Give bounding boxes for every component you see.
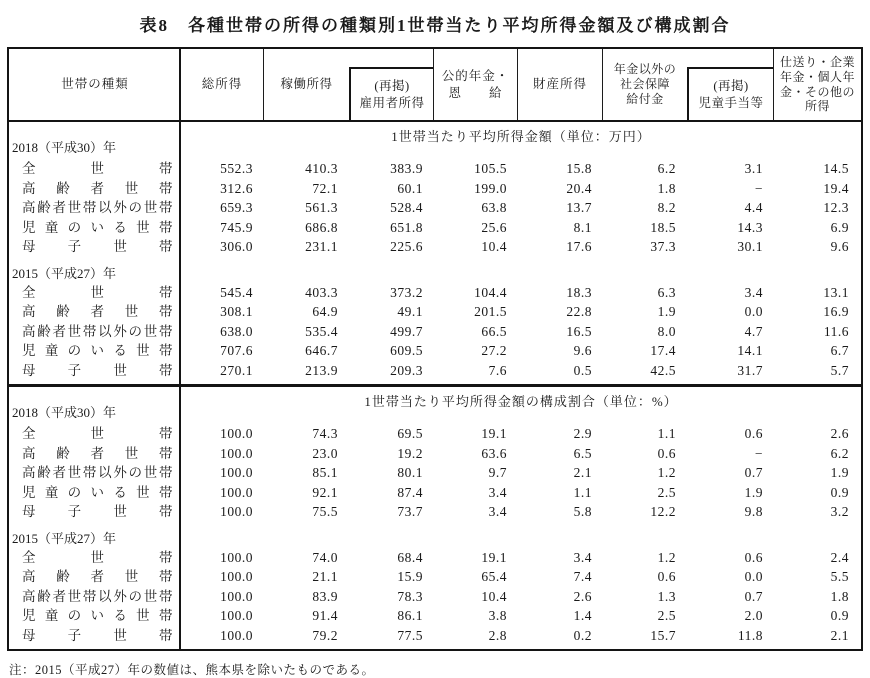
cell-value: 100.0	[220, 484, 253, 500]
header-cell-property-income	[518, 49, 603, 120]
table-row	[9, 502, 861, 522]
table-row	[9, 198, 861, 218]
row-label-text: 全世帯	[22, 161, 173, 176]
cell-value: 65.4	[481, 569, 507, 584]
cell-value: 74.0	[312, 549, 338, 565]
cell-value: 74.3	[312, 426, 338, 441]
cell-value: 42.5	[650, 362, 676, 378]
cell-value: 16.5	[566, 323, 592, 339]
row-label-text: 母子世帯	[22, 239, 173, 254]
cell-value: 1.8	[830, 588, 849, 604]
cell-value: 0.6	[744, 426, 763, 441]
cell-value: 209.3	[390, 362, 423, 378]
cell-value: 2.5	[657, 484, 676, 500]
header-cell-child-allowance	[687, 67, 773, 120]
cell-value: 4.7	[744, 323, 763, 339]
cell-value: 30.1	[737, 239, 763, 254]
cell-value: 1.1	[657, 426, 676, 441]
row-label	[9, 237, 181, 257]
row-label-text: 母子世帯	[22, 504, 173, 519]
header-label: 所得	[804, 99, 830, 114]
table-row	[9, 361, 861, 381]
header-group-work-income	[264, 49, 434, 120]
cell-value: 0.6	[744, 549, 763, 565]
cell-value: 85.1	[312, 465, 338, 480]
cell-value: 0.0	[744, 569, 763, 584]
cell-value: 15.7	[650, 627, 676, 643]
cell-value: 6.2	[830, 445, 849, 461]
header-label: 給付金	[626, 92, 664, 106]
cell-value: 7.6	[488, 362, 507, 378]
cell-value: 6.5	[573, 445, 592, 461]
row-values	[181, 626, 861, 646]
section-head-row	[9, 122, 861, 159]
row-values	[181, 237, 861, 257]
section-title: 1世帯当たり平均所得金額の構成割合（単位：%）	[364, 394, 678, 409]
cell-value: 308.1	[220, 304, 253, 319]
row-values	[181, 341, 861, 361]
footnote: 注：2015（平成27）年の数値は、熊本県を除いたものである。	[9, 663, 375, 677]
row-label-text: 高齢者世帯	[22, 180, 173, 196]
cell-value: −	[754, 445, 763, 461]
cell-value: 100.0	[220, 549, 253, 565]
header-label: 総所得	[201, 77, 243, 92]
cell-value: −	[754, 180, 763, 196]
row-label-text: 全世帯	[22, 284, 173, 300]
table-row	[9, 159, 861, 179]
header-label: 年金・個人年	[779, 69, 855, 84]
row-label	[9, 626, 181, 646]
cell-value: 105.5	[474, 161, 507, 176]
cell-value: 2.9	[573, 426, 592, 441]
cell-value: 22.8	[566, 304, 592, 319]
cell-value: 2.1	[573, 465, 592, 480]
row-label	[9, 302, 181, 322]
cell-value: 745.9	[220, 219, 253, 235]
cell-value: 2.6	[830, 426, 849, 441]
cell-value: 1.9	[657, 304, 676, 319]
header-label: 金・その他の	[779, 84, 855, 99]
table-row	[9, 444, 861, 464]
row-label	[9, 361, 181, 381]
header-group-social-security	[603, 49, 774, 120]
row-label-text: 母子世帯	[22, 362, 173, 378]
cell-value: 201.5	[474, 304, 507, 319]
cell-value: 10.4	[481, 588, 507, 604]
cell-value: 104.4	[474, 284, 507, 300]
table-row	[9, 179, 861, 199]
cell-value: 1.9	[830, 465, 849, 480]
cell-value: 638.0	[220, 323, 253, 339]
cell-value: 1.2	[657, 549, 676, 565]
header-label: 恩 給	[448, 85, 503, 100]
row-values	[181, 444, 861, 464]
row-values	[181, 548, 861, 568]
row-label-text: 母子世帯	[22, 627, 173, 643]
cell-value: 100.0	[220, 465, 253, 480]
row-label-text: 高齢者世帯	[22, 445, 173, 461]
row-label	[9, 322, 181, 342]
cell-value: 69.5	[397, 426, 423, 441]
header-cell-work-income	[264, 49, 349, 120]
section-padding	[9, 645, 861, 649]
cell-value: 11.6	[823, 323, 849, 339]
cell-value: 79.2	[312, 627, 338, 643]
cell-value: 11.8	[737, 627, 763, 643]
row-label-text: 高齢者世帯	[22, 304, 173, 319]
income-table	[7, 47, 863, 651]
cell-value: 15.9	[397, 569, 423, 584]
cell-value: 17.6	[566, 239, 592, 254]
table-row	[9, 302, 861, 322]
cell-value: 403.3	[305, 284, 338, 300]
cell-value: 77.5	[397, 627, 423, 643]
cell-value: 1.2	[657, 465, 676, 480]
cell-value: 6.9	[830, 219, 849, 235]
cell-value: 83.9	[312, 588, 338, 604]
table-row	[9, 322, 861, 342]
row-values	[181, 606, 861, 626]
header-label: 財産所得	[532, 77, 587, 92]
row-label-text: 児童のいる世帯	[22, 484, 173, 500]
header-label: 年金以外の	[613, 62, 677, 76]
cell-value: 68.4	[397, 549, 423, 565]
cell-value: 91.4	[312, 608, 338, 623]
cell-value: 6.3	[657, 284, 676, 300]
cell-value: 646.7	[305, 343, 338, 358]
section-head-row	[9, 387, 861, 424]
year-label: 2015（平成27）年	[12, 265, 117, 281]
header-label: 世帯の種類	[61, 77, 129, 92]
row-values	[181, 424, 861, 444]
row-label	[9, 502, 181, 522]
row-label-text: 高齢者世帯	[22, 569, 173, 584]
cell-value: 1.3	[657, 588, 676, 604]
cell-value: 3.1	[744, 161, 763, 176]
cell-value: 13.7	[566, 200, 592, 215]
cell-value: 528.4	[390, 200, 423, 215]
header-label: (再掲)	[374, 78, 410, 93]
cell-value: 2.1	[830, 627, 849, 643]
row-label	[9, 179, 181, 199]
cell-value: 19.2	[397, 445, 423, 461]
table-row	[9, 218, 861, 238]
header-cell-household-type	[9, 49, 181, 120]
cell-value: 306.0	[220, 239, 253, 254]
row-label	[9, 483, 181, 503]
table-row	[9, 548, 861, 568]
row-values	[181, 302, 861, 322]
cell-value: 66.5	[481, 323, 507, 339]
cell-value: 3.4	[573, 549, 592, 565]
cell-value: 213.9	[305, 362, 338, 378]
cell-value: 1.8	[657, 180, 676, 196]
row-label	[9, 424, 181, 444]
row-label-text: 全世帯	[22, 426, 173, 441]
table-row	[9, 587, 861, 607]
cell-value: 3.4	[488, 484, 507, 500]
cell-value: 8.1	[573, 219, 592, 235]
table-row	[9, 483, 861, 503]
cell-value: 199.0	[474, 180, 507, 196]
header-label: 雇用者所得	[359, 95, 425, 110]
table-row	[9, 237, 861, 257]
header-cell-public-pension	[434, 49, 518, 120]
cell-value: 231.1	[305, 239, 338, 254]
cell-value: 6.2	[657, 161, 676, 176]
row-values	[181, 361, 861, 381]
cell-value: 270.1	[220, 362, 253, 378]
row-label	[9, 341, 181, 361]
cell-value: 9.6	[573, 343, 592, 358]
cell-value: 8.0	[657, 323, 676, 339]
header-label: 仕送り・企業	[779, 55, 855, 70]
cell-value: 23.0	[312, 445, 338, 461]
cell-value: 552.3	[220, 161, 253, 176]
cell-value: 63.6	[481, 445, 507, 461]
page-title: 表8 各種世帯の所得の種類別1世帯当たり平均所得金額及び構成割合	[139, 16, 731, 35]
header-label: 稼働所得	[280, 77, 333, 92]
cell-value: 19.4	[823, 180, 849, 196]
cell-value: 100.0	[220, 426, 253, 441]
row-label	[9, 198, 181, 218]
cell-value: 73.7	[397, 504, 423, 519]
cell-value: 659.3	[220, 200, 253, 215]
row-values	[181, 483, 861, 503]
cell-value: 18.3	[566, 284, 592, 300]
cell-value: 545.4	[220, 284, 253, 300]
cell-value: 707.6	[220, 343, 253, 358]
cell-value: 14.1	[737, 343, 763, 358]
table-body	[9, 122, 861, 649]
row-values	[181, 283, 861, 303]
cell-value: 14.3	[737, 219, 763, 235]
cell-value: 87.4	[397, 484, 423, 500]
row-values	[181, 587, 861, 607]
cell-value: 6.7	[830, 343, 849, 358]
row-label-text: 高齢者世帯以外の世帯	[22, 323, 173, 339]
header-label: 公的年金・	[441, 69, 510, 84]
table-row	[9, 606, 861, 626]
row-label	[9, 444, 181, 464]
cell-value: 10.4	[481, 239, 507, 254]
cell-value: 27.2	[481, 343, 507, 358]
row-label-text: 児童のいる世帯	[22, 343, 173, 358]
year-label: 2015（平成27）年	[12, 530, 117, 546]
cell-value: 0.9	[830, 484, 849, 500]
row-values	[181, 159, 861, 179]
cell-value: 9.8	[744, 504, 763, 519]
cell-value: 13.1	[823, 284, 849, 300]
header-label: (再掲)	[713, 78, 749, 93]
row-values	[181, 463, 861, 483]
table-row	[9, 341, 861, 361]
cell-value: 3.2	[830, 504, 849, 519]
row-label-text: 児童のいる世帯	[22, 219, 173, 235]
row-label-text: 高齢者世帯以外の世帯	[22, 200, 173, 215]
cell-value: 100.0	[220, 569, 253, 584]
row-label	[9, 218, 181, 238]
cell-value: 0.7	[744, 588, 763, 604]
cell-value: 20.4	[566, 180, 592, 196]
cell-value: 19.1	[481, 426, 507, 441]
cell-value: 0.0	[744, 304, 763, 319]
cell-value: 49.1	[397, 304, 423, 319]
cell-value: 535.4	[305, 323, 338, 339]
cell-value: 5.8	[573, 504, 592, 519]
header-cell-total-income	[181, 49, 264, 120]
cell-value: 75.5	[312, 504, 338, 519]
cell-value: 12.2	[650, 504, 676, 519]
cell-value: 2.5	[657, 608, 676, 623]
cell-value: 100.0	[220, 627, 253, 643]
cell-value: 0.9	[830, 608, 849, 623]
year-label: 2018（平成30）年	[12, 140, 117, 155]
row-label	[9, 463, 181, 483]
cell-value: 651.8	[390, 219, 423, 235]
cell-value: 15.8	[566, 161, 592, 176]
table-row	[9, 463, 861, 483]
cell-value: 12.3	[823, 200, 849, 215]
cell-value: 225.6	[390, 239, 423, 254]
cell-value: 312.6	[220, 180, 253, 196]
cell-value: 19.1	[481, 549, 507, 565]
cell-value: 60.1	[397, 180, 423, 196]
cell-value: 14.5	[823, 161, 849, 176]
year-label: 2018（平成30）年	[12, 405, 117, 420]
table-row	[9, 626, 861, 646]
table-row	[9, 283, 861, 303]
row-values	[181, 322, 861, 342]
cell-value: 9.7	[488, 465, 507, 480]
cell-value: 561.3	[305, 200, 338, 215]
row-values	[181, 502, 861, 522]
cell-value: 1.9	[744, 484, 763, 500]
cell-value: 92.1	[312, 484, 338, 500]
cell-value: 1.1	[573, 484, 592, 500]
cell-value: 64.9	[312, 304, 338, 319]
cell-value: 7.4	[573, 569, 592, 584]
cell-value: 410.3	[305, 161, 338, 176]
header-label: 児童手当等	[698, 95, 764, 110]
row-label-text: 高齢者世帯以外の世帯	[22, 465, 173, 480]
table-row	[9, 424, 861, 444]
table-header	[9, 49, 861, 122]
header-cell-other-income	[774, 49, 861, 120]
cell-value: 3.4	[488, 504, 507, 519]
cell-value: 31.7	[737, 362, 763, 378]
cell-value: 100.0	[220, 608, 253, 623]
year-row	[9, 257, 861, 283]
cell-value: 86.1	[397, 608, 423, 623]
cell-value: 0.5	[573, 362, 592, 378]
header-cell-social-security	[603, 49, 687, 120]
cell-value: 5.7	[830, 362, 849, 378]
cell-value: 8.2	[657, 200, 676, 215]
cell-value: 0.6	[657, 445, 676, 461]
row-values	[181, 218, 861, 238]
cell-value: 5.5	[830, 569, 849, 584]
cell-value: 72.1	[312, 180, 338, 196]
cell-value: 686.8	[305, 219, 338, 235]
row-label	[9, 606, 181, 626]
cell-value: 100.0	[220, 445, 253, 461]
row-label	[9, 283, 181, 303]
cell-value: 3.8	[488, 608, 507, 623]
cell-value: 0.6	[657, 569, 676, 584]
cell-value: 9.6	[830, 239, 849, 254]
cell-value: 80.1	[397, 465, 423, 480]
cell-value: 2.0	[744, 608, 763, 623]
cell-value: 2.8	[488, 627, 507, 643]
header-cell-employee-income	[349, 67, 433, 120]
cell-value: 3.4	[744, 284, 763, 300]
cell-value: 18.5	[650, 219, 676, 235]
cell-value: 499.7	[390, 323, 423, 339]
row-label-text: 全世帯	[22, 549, 173, 565]
cell-value: 100.0	[220, 504, 253, 519]
section-title: 1世帯当たり平均所得金額（単位：万円）	[391, 129, 651, 144]
year-row	[9, 522, 861, 548]
row-values	[181, 567, 861, 587]
cell-value: 25.6	[481, 219, 507, 235]
row-label-text: 児童のいる世帯	[22, 608, 173, 623]
cell-value: 21.1	[312, 569, 338, 584]
cell-value: 17.4	[650, 343, 676, 358]
cell-value: 16.9	[823, 304, 849, 319]
cell-value: 1.4	[573, 608, 592, 623]
header-label: 社会保障	[619, 77, 670, 91]
row-values	[181, 179, 861, 199]
cell-value: 2.6	[573, 588, 592, 604]
row-label	[9, 548, 181, 568]
cell-value: 609.5	[390, 343, 423, 358]
cell-value: 2.4	[830, 549, 849, 565]
cell-value: 4.4	[744, 200, 763, 215]
cell-value: 100.0	[220, 588, 253, 604]
cell-value: 373.2	[390, 284, 423, 300]
cell-value: 37.3	[650, 239, 676, 254]
cell-value: 383.9	[390, 161, 423, 176]
row-label-text: 高齢者世帯以外の世帯	[22, 588, 173, 604]
cell-value: 78.3	[397, 588, 423, 604]
table-row	[9, 567, 861, 587]
row-values	[181, 198, 861, 218]
row-label	[9, 159, 181, 179]
cell-value: 63.8	[481, 200, 507, 215]
row-label	[9, 587, 181, 607]
cell-value: 0.7	[744, 465, 763, 480]
row-label	[9, 567, 181, 587]
cell-value: 0.2	[573, 627, 592, 643]
